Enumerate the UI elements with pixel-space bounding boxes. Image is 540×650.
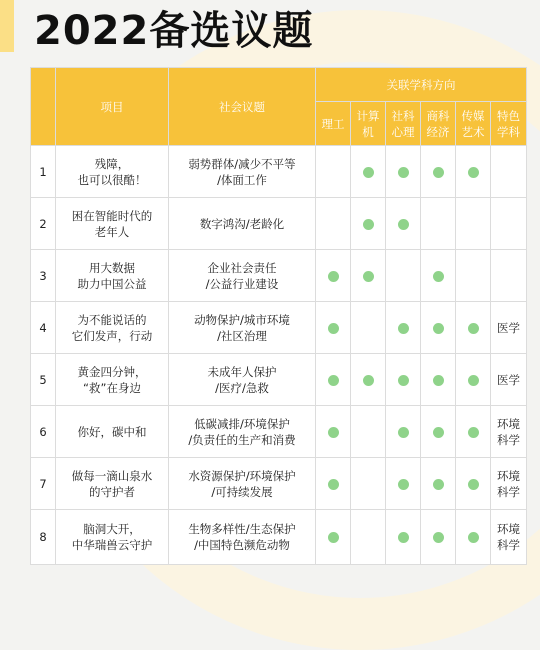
social-issue: 水资源保护/环境保护 /可持续发展 bbox=[169, 458, 316, 510]
check-dot-icon bbox=[468, 323, 479, 334]
project-name: 脑洞大开， 中华瑞兽云守护 bbox=[56, 510, 169, 565]
row-number: 5 bbox=[31, 354, 56, 406]
discipline-cell bbox=[351, 406, 386, 458]
discipline-cell bbox=[351, 250, 386, 302]
check-dot-icon bbox=[363, 219, 374, 230]
social-issue: 动物保护/城市环境 /社区治理 bbox=[169, 302, 316, 354]
special-discipline bbox=[491, 146, 527, 198]
check-dot-icon bbox=[398, 323, 409, 334]
discipline-cell bbox=[456, 510, 491, 565]
discipline-cell bbox=[316, 250, 351, 302]
check-dot-icon bbox=[433, 323, 444, 334]
social-issue: 未成年人保护 /医疗/急救 bbox=[169, 354, 316, 406]
discipline-cell bbox=[456, 146, 491, 198]
check-dot-icon bbox=[433, 167, 444, 178]
header-issue: 社会议题 bbox=[169, 68, 316, 146]
check-dot-icon bbox=[363, 375, 374, 386]
special-discipline: 环境 科学 bbox=[491, 510, 527, 565]
row-number: 4 bbox=[31, 302, 56, 354]
header-discipline: 理工 bbox=[316, 102, 351, 146]
check-dot-icon bbox=[398, 219, 409, 230]
discipline-cell bbox=[386, 302, 421, 354]
social-issue: 低碳减排/环境保护 /负责任的生产和消费 bbox=[169, 406, 316, 458]
check-dot-icon bbox=[328, 323, 339, 334]
check-dot-icon bbox=[468, 375, 479, 386]
table-row bbox=[31, 458, 527, 510]
accent-strip bbox=[0, 0, 14, 52]
check-dot-icon bbox=[468, 532, 479, 543]
discipline-cell bbox=[351, 302, 386, 354]
check-dot-icon bbox=[468, 167, 479, 178]
project-name: 用大数据 助力中国公益 bbox=[56, 250, 169, 302]
discipline-cell bbox=[456, 302, 491, 354]
discipline-cell bbox=[456, 198, 491, 250]
header-number bbox=[31, 68, 56, 146]
project-name: 困在智能时代的 老年人 bbox=[56, 198, 169, 250]
check-dot-icon bbox=[328, 271, 339, 282]
social-issue: 生物多样性/生态保护 /中国特色濒危动物 bbox=[169, 510, 316, 565]
discipline-cell bbox=[316, 146, 351, 198]
discipline-cell bbox=[316, 406, 351, 458]
discipline-cell bbox=[456, 250, 491, 302]
special-discipline: 环境 科学 bbox=[491, 406, 527, 458]
table-row bbox=[31, 198, 527, 250]
project-name: 为不能说话的 它们发声，行动 bbox=[56, 302, 169, 354]
check-dot-icon bbox=[328, 532, 339, 543]
discipline-cell bbox=[421, 458, 456, 510]
discipline-cell bbox=[316, 302, 351, 354]
discipline-cell bbox=[421, 146, 456, 198]
discipline-cell bbox=[456, 458, 491, 510]
row-number: 2 bbox=[31, 198, 56, 250]
discipline-cell bbox=[421, 250, 456, 302]
table-body bbox=[31, 146, 527, 565]
check-dot-icon bbox=[433, 271, 444, 282]
project-name: 你好，碳中和 bbox=[56, 406, 169, 458]
discipline-cell bbox=[316, 198, 351, 250]
discipline-cell bbox=[386, 510, 421, 565]
social-issue: 数字鸿沟/老龄化 bbox=[169, 198, 316, 250]
discipline-cell bbox=[386, 250, 421, 302]
project-name: 做每一滴山泉水 的守护者 bbox=[56, 458, 169, 510]
check-dot-icon bbox=[363, 167, 374, 178]
discipline-cell bbox=[421, 198, 456, 250]
discipline-cell bbox=[351, 458, 386, 510]
check-dot-icon bbox=[433, 532, 444, 543]
discipline-cell bbox=[351, 146, 386, 198]
check-dot-icon bbox=[398, 167, 409, 178]
header-discipline: 传媒 艺术 bbox=[456, 102, 491, 146]
discipline-cell bbox=[351, 198, 386, 250]
table-row bbox=[31, 354, 527, 406]
special-discipline: 医学 bbox=[491, 354, 527, 406]
check-dot-icon bbox=[398, 427, 409, 438]
discipline-cell bbox=[421, 354, 456, 406]
special-discipline bbox=[491, 250, 527, 302]
discipline-cell bbox=[386, 146, 421, 198]
discipline-cell bbox=[421, 510, 456, 565]
topics-table bbox=[30, 67, 527, 565]
discipline-cell bbox=[386, 458, 421, 510]
table-row bbox=[31, 302, 527, 354]
discipline-cell bbox=[351, 510, 386, 565]
header-item: 项目 bbox=[56, 68, 169, 146]
social-issue: 企业社会责任 /公益行业建设 bbox=[169, 250, 316, 302]
header-discipline: 特色 学科 bbox=[491, 102, 527, 146]
social-issue: 弱势群体/减少不平等 /体面工作 bbox=[169, 146, 316, 198]
discipline-cell bbox=[316, 510, 351, 565]
discipline-cell bbox=[386, 354, 421, 406]
page-title: 2022备选议题 bbox=[34, 8, 314, 54]
special-discipline: 环境 科学 bbox=[491, 458, 527, 510]
row-number: 8 bbox=[31, 510, 56, 565]
check-dot-icon bbox=[328, 375, 339, 386]
project-name: 黄金四分钟， “救”在身边 bbox=[56, 354, 169, 406]
special-discipline: 医学 bbox=[491, 302, 527, 354]
special-discipline bbox=[491, 198, 527, 250]
row-number: 7 bbox=[31, 458, 56, 510]
check-dot-icon bbox=[433, 479, 444, 490]
discipline-cell bbox=[421, 302, 456, 354]
row-number: 1 bbox=[31, 146, 56, 198]
header-discipline: 计算 机 bbox=[351, 102, 386, 146]
discipline-cell bbox=[316, 354, 351, 406]
header-discipline-group: 关联学科方向 bbox=[316, 68, 527, 102]
header-discipline: 商科 经济 bbox=[421, 102, 456, 146]
table-row bbox=[31, 510, 527, 565]
check-dot-icon bbox=[398, 532, 409, 543]
table-row bbox=[31, 406, 527, 458]
discipline-cell bbox=[386, 406, 421, 458]
discipline-cell bbox=[421, 406, 456, 458]
discipline-cell bbox=[386, 198, 421, 250]
discipline-cell bbox=[351, 354, 386, 406]
check-dot-icon bbox=[363, 271, 374, 282]
header-discipline: 社科 心理 bbox=[386, 102, 421, 146]
check-dot-icon bbox=[328, 479, 339, 490]
check-dot-icon bbox=[398, 479, 409, 490]
check-dot-icon bbox=[398, 375, 409, 386]
check-dot-icon bbox=[468, 479, 479, 490]
check-dot-icon bbox=[468, 427, 479, 438]
check-dot-icon bbox=[328, 427, 339, 438]
table-row bbox=[31, 250, 527, 302]
table-row bbox=[31, 146, 527, 198]
row-number: 6 bbox=[31, 406, 56, 458]
check-dot-icon bbox=[433, 427, 444, 438]
discipline-cell bbox=[456, 354, 491, 406]
check-dot-icon bbox=[433, 375, 444, 386]
discipline-cell bbox=[456, 406, 491, 458]
project-name: 残障， 也可以很酷！ bbox=[56, 146, 169, 198]
discipline-cell bbox=[316, 458, 351, 510]
row-number: 3 bbox=[31, 250, 56, 302]
